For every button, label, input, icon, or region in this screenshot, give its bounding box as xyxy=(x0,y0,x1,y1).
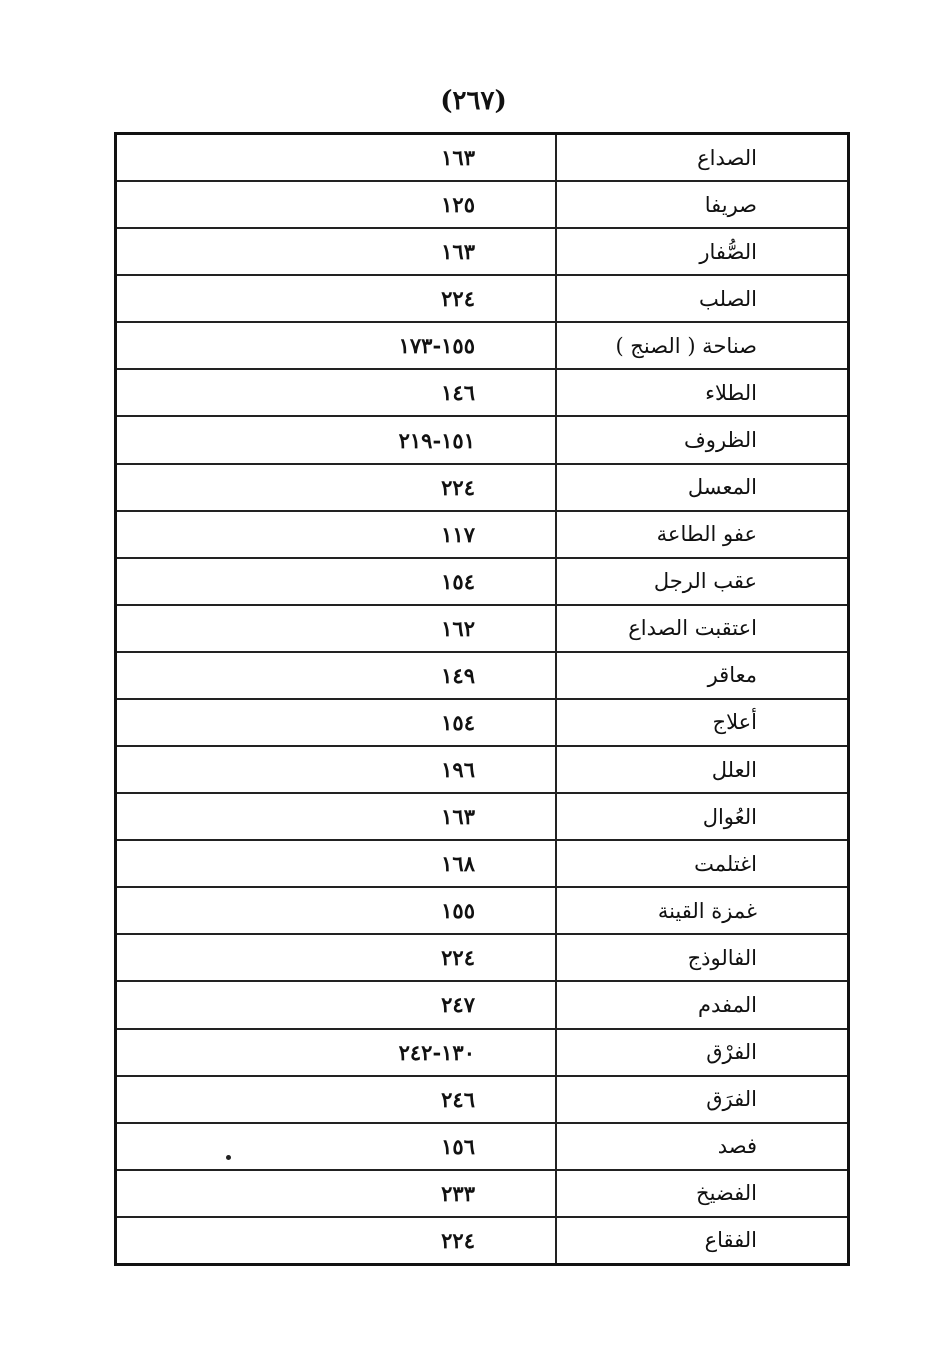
page-references: ٢٢٤ xyxy=(116,934,557,981)
index-term: الظروف xyxy=(556,416,849,463)
index-term: العلل xyxy=(556,746,849,793)
index-row xyxy=(116,1217,849,1265)
index-term: اغتلمت xyxy=(556,840,849,887)
page-references: ٢٤٧ xyxy=(116,981,557,1028)
index-row xyxy=(116,464,849,511)
index-row xyxy=(116,1076,849,1123)
index-row xyxy=(116,887,849,934)
page-references: ١٥٦ xyxy=(116,1123,557,1170)
index-row xyxy=(116,793,849,840)
page-references: ١١٧ xyxy=(116,511,557,558)
page-references: ١٦٢ xyxy=(116,605,557,652)
page-references: ١٩٦ xyxy=(116,746,557,793)
index-term: الفضيخ xyxy=(556,1170,849,1217)
index-row xyxy=(116,134,849,182)
scan-speck xyxy=(226,1155,231,1160)
page-references: ٢٢٤ xyxy=(116,464,557,511)
page-references: ١٤٩ xyxy=(116,652,557,699)
page-references: ٢٢٤ xyxy=(116,1217,557,1265)
index-row xyxy=(116,652,849,699)
index-table xyxy=(114,132,850,1266)
index-term: الفقاع xyxy=(556,1217,849,1265)
index-row xyxy=(116,699,849,746)
index-row xyxy=(116,228,849,275)
page-references: ١٥٥ xyxy=(116,887,557,934)
index-row xyxy=(116,1029,849,1076)
page-references: ١٥٤ xyxy=(116,558,557,605)
index-term: صناحة ( الصنج ) xyxy=(556,322,849,369)
index-row xyxy=(116,181,849,228)
index-term: المفدم xyxy=(556,981,849,1028)
index-row xyxy=(116,605,849,652)
index-row xyxy=(116,369,849,416)
page-references: ١٣٠-٢٤٢ xyxy=(116,1029,557,1076)
index-term: فصد xyxy=(556,1123,849,1170)
index-table-body xyxy=(116,134,849,1265)
index-term: صريفا xyxy=(556,181,849,228)
index-row xyxy=(116,511,849,558)
index-term: اعتقبت الصداع xyxy=(556,605,849,652)
page-references: ١٦٣ xyxy=(116,134,557,182)
index-term: المعسل xyxy=(556,464,849,511)
index-row xyxy=(116,1123,849,1170)
index-term: الصداع xyxy=(556,134,849,182)
index-term: الطلاء xyxy=(556,369,849,416)
index-term: غمزة القينة xyxy=(556,887,849,934)
page-references: ١٦٣ xyxy=(116,793,557,840)
page-references: ٢٢٤ xyxy=(116,275,557,322)
index-term: أعلاج xyxy=(556,699,849,746)
page-references: ١٥١-٢١٩ xyxy=(116,416,557,463)
page-references: ١٤٦ xyxy=(116,369,557,416)
index-term: العُوال xyxy=(556,793,849,840)
index-term: الفرْق xyxy=(556,1029,849,1076)
index-row xyxy=(116,934,849,981)
page-references: ١٢٥ xyxy=(116,181,557,228)
page-references: ٢٤٦ xyxy=(116,1076,557,1123)
index-row xyxy=(116,275,849,322)
index-term: الفرَق xyxy=(556,1076,849,1123)
index-term: الصُّفار xyxy=(556,228,849,275)
index-term: معاقر xyxy=(556,652,849,699)
index-row xyxy=(116,1170,849,1217)
index-row xyxy=(116,558,849,605)
page-references: ١٦٣ xyxy=(116,228,557,275)
index-term: عفو الطاعة xyxy=(556,511,849,558)
index-term: الفالوذج xyxy=(556,934,849,981)
index-term: عقب الرجل xyxy=(556,558,849,605)
page-references: ٢٣٣ xyxy=(116,1170,557,1217)
index-row xyxy=(116,746,849,793)
index-row xyxy=(116,322,849,369)
index-row xyxy=(116,416,849,463)
index-row xyxy=(116,981,849,1028)
page-references: ١٥٤ xyxy=(116,699,557,746)
page-references: ١٥٥-١٧٣ xyxy=(116,322,557,369)
index-row xyxy=(116,840,849,887)
index-term: الصلب xyxy=(556,275,849,322)
page-references: ١٦٨ xyxy=(116,840,557,887)
page-number: (٢٦٧) xyxy=(440,86,507,116)
